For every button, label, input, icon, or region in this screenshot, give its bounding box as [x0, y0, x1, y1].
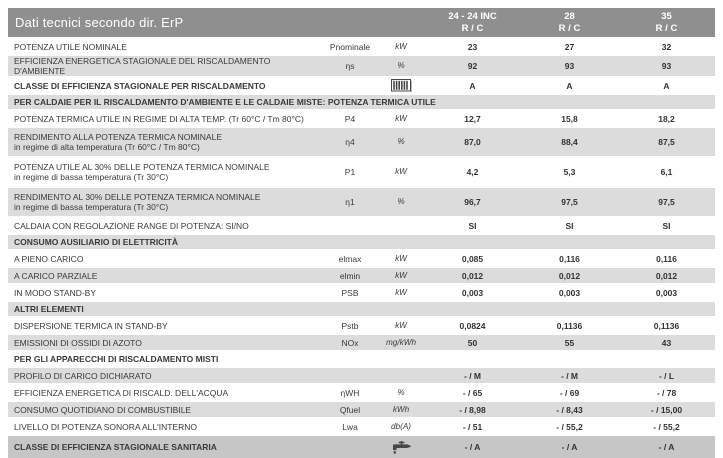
row-unit	[378, 422, 424, 432]
row-unit-text: kWh	[392, 404, 410, 414]
row-value-1: - / 51	[462, 421, 483, 432]
row-symbol: η4	[345, 137, 355, 147]
table-row	[8, 56, 715, 78]
row-label-cell	[8, 132, 322, 152]
section-label: PER GLI APPARECCHI DI RISCALDAMENTO MISTI	[14, 354, 219, 364]
section-label: ALTRI ELEMENTI	[14, 304, 84, 314]
row-value-1: - / A	[464, 442, 481, 452]
row-value-2: 55	[564, 337, 575, 348]
row-value-3: 0,116	[656, 253, 677, 264]
row-unit	[378, 254, 424, 264]
row-value-1: 50	[467, 337, 478, 348]
row-unit-text: kW	[395, 320, 407, 330]
row-value-1: SI	[468, 220, 477, 231]
row-symbol: elmax	[338, 253, 362, 264]
row-label-cell	[8, 221, 322, 231]
row-value-2: 27	[564, 41, 575, 52]
row-label: POTENZA TERMICA UTILE IN REGIME DI ALTA TEMP. (Tr 60°C / Tm 80°C)	[14, 113, 304, 124]
row-label-cell	[8, 254, 322, 264]
table-row	[8, 368, 715, 385]
row-unit-text: %	[397, 387, 405, 397]
row-unit-text: mg/kWh	[385, 337, 417, 347]
row-value-2: 0,003	[558, 287, 581, 298]
row-value-1: - / 65	[462, 387, 483, 398]
row-label-cell	[8, 288, 322, 298]
section-label-cell	[8, 304, 715, 314]
row-unit-text: kW	[395, 253, 407, 263]
row-value-3: SI	[662, 220, 671, 231]
row-value-1: 0,085	[461, 253, 484, 264]
row-value-1: 0,0824	[459, 320, 486, 331]
row-value-3: 93	[661, 61, 672, 71]
row-value-2: 15,8	[561, 113, 578, 124]
row-label-cell	[8, 321, 322, 331]
row-value-2: - / A	[561, 442, 578, 452]
table-body	[8, 39, 715, 458]
row-label: POTENZA UTILE AL 30% DELLE POTENZA TERMICA NOMINALE	[14, 162, 270, 172]
row-label: A PIENO CARICO	[14, 253, 84, 264]
row-value-2: 93	[564, 61, 575, 71]
row-label: EMISSIONI DI OSSIDI DI AZOTO	[14, 337, 142, 348]
row-unit-text: kW	[395, 113, 407, 123]
model-variant: R / C	[461, 22, 484, 34]
table-title: Dati tecnici secondo dir. ErP	[15, 15, 184, 30]
row-value-1: 87,0	[464, 137, 481, 147]
section-header-row	[8, 235, 715, 251]
row-unit	[378, 288, 424, 298]
table-row	[8, 218, 715, 235]
row-label-cell	[8, 371, 322, 381]
table-row	[8, 251, 715, 268]
row-value-3: 43	[661, 337, 672, 348]
row-value-1: 96,7	[464, 197, 481, 207]
row-label: A CARICO PARZIALE	[14, 270, 98, 281]
row-label: POTENZA UTILE NOMINALE	[14, 41, 127, 52]
row-label: RENDIMENTO ALLA POTENZA TERMICA NOMINALE	[14, 132, 222, 142]
section-label-cell	[8, 354, 715, 364]
row-value-1: - / 8,98	[459, 404, 486, 415]
model-variant: R / C	[655, 22, 678, 34]
row-label-cell	[8, 422, 322, 432]
row-sublabel: in regime di bassa temperatura (Tr 30°C)	[14, 202, 169, 212]
table-row	[8, 419, 715, 436]
row-value-2: - / 69	[559, 387, 580, 398]
row-label-cell	[8, 192, 322, 212]
row-unit	[378, 114, 424, 124]
row-value-3: 6,1	[660, 167, 673, 177]
column-header-model-28	[521, 11, 618, 35]
table-row	[8, 402, 715, 419]
row-value-2: 5,3	[563, 167, 576, 177]
table-row	[8, 436, 715, 458]
row-value-3: 18,2	[658, 113, 675, 124]
row-value-2: - / 8,43	[556, 404, 583, 415]
row-unit	[378, 405, 424, 415]
row-symbol: PSB	[341, 287, 359, 298]
row-unit	[378, 167, 424, 177]
row-value-3: - / 15,00	[650, 404, 683, 415]
table-row	[8, 39, 715, 56]
section-header-row	[8, 95, 715, 111]
model-variant: R / C	[558, 22, 581, 34]
row-label-cell	[8, 162, 322, 182]
row-symbol: η1	[345, 197, 355, 207]
row-unit	[378, 42, 424, 52]
row-value-2: 88,4	[561, 137, 578, 147]
row-label-cell	[8, 388, 322, 398]
row-unit-text: kW	[395, 41, 407, 51]
section-label: PER CALDAIE PER IL RISCALDAMENTO D'AMBIENTE E LE CALDAIE MISTE: POTENZA TERMICA UTILE	[14, 97, 436, 107]
row-symbol: P1	[344, 167, 356, 177]
row-value-3: 32	[661, 41, 672, 52]
row-value-3: - / A	[658, 442, 675, 452]
table-row	[8, 385, 715, 402]
row-value-3: 0,003	[655, 287, 678, 298]
tap-icon	[392, 441, 411, 454]
row-symbol: NOx	[341, 337, 359, 348]
section-label: CONSUMO AUSILIARIO DI ELETTRICITÀ	[14, 237, 179, 247]
row-symbol: Pstb	[341, 320, 359, 331]
model-name: 28	[564, 10, 575, 22]
row-label: EFFICIENZA ENERGETICA STAGIONALE DEL RISCALDAMENTO D'AMBIENTE	[14, 56, 271, 76]
table-row	[8, 268, 715, 285]
row-value-2: SI	[565, 220, 574, 231]
row-value-1: 12,7	[464, 113, 481, 124]
row-sublabel: in regime di bassa temperatura (Tr 30°C)	[14, 172, 169, 182]
section-label-cell	[8, 237, 715, 247]
row-label: DISPERSIONE TERMICA IN STAND-BY	[14, 320, 168, 331]
table-row	[8, 335, 715, 352]
row-sublabel: in regime di alta temperatura (Tr 60°C / Tm 80°C)	[14, 142, 200, 152]
row-value-3: 0,012	[655, 270, 678, 281]
row-symbol: Pnominale	[329, 41, 371, 52]
radiator-icon	[391, 79, 412, 92]
row-value-3: 87,5	[658, 137, 675, 147]
row-unit	[378, 79, 424, 92]
row-label-cell	[8, 56, 322, 76]
row-label-cell	[8, 114, 322, 124]
row-value-3: - / 55,2	[653, 421, 680, 432]
row-label-cell	[8, 442, 322, 452]
column-header-model-24	[424, 11, 521, 35]
table-header	[8, 8, 715, 39]
row-value-2: 0,012	[558, 270, 581, 281]
row-value-1: 4,2	[466, 167, 479, 177]
row-label-cell	[8, 81, 322, 91]
row-symbol: Lwa	[342, 421, 358, 432]
row-value-2: - / M	[561, 370, 578, 381]
row-label: CLASSE DI EFFICIENZA STAGIONALE SANITARIA	[14, 442, 217, 452]
row-value-3: - / L	[658, 370, 675, 381]
row-label: LIVELLO DI POTENZA SONORA ALL'INTERNO	[14, 421, 198, 432]
row-label: PROFILO DI CARICO DICHIARATO	[14, 370, 152, 381]
row-symbol: Qfuel	[339, 404, 361, 415]
section-label-cell	[8, 97, 715, 107]
row-value-3: A	[663, 80, 670, 91]
column-header-model-35	[618, 11, 715, 35]
row-unit-text: kW	[395, 270, 407, 280]
row-value-1: A	[469, 80, 476, 91]
row-value-2: 0,1136	[556, 320, 583, 331]
row-symbol: elmin	[339, 270, 361, 281]
row-label: RENDIMENTO AL 30% DELLE POTENZA TERMICA NOMINALE	[14, 192, 261, 202]
row-unit	[378, 137, 424, 147]
section-header-row	[8, 352, 715, 368]
row-unit-text: %	[397, 61, 405, 70]
row-label-cell	[8, 338, 322, 348]
row-label: CLASSE DI EFFICIENZA STAGIONALE PER RISCALDAMENTO	[14, 80, 266, 91]
table-row	[8, 188, 715, 218]
row-unit	[378, 441, 424, 454]
row-unit-text: %	[397, 137, 405, 146]
row-symbol: P4	[344, 113, 356, 124]
row-label: EFFICIENZA ENERGETICA DI RISCALD. DELL'ACQUA	[14, 387, 229, 398]
row-unit	[378, 338, 424, 348]
row-unit	[378, 197, 424, 207]
row-label-cell	[8, 42, 322, 52]
row-unit	[378, 61, 424, 71]
row-unit-text: db(A)	[390, 421, 412, 431]
row-value-2: - / 55,2	[556, 421, 583, 432]
row-label-cell	[8, 405, 322, 415]
row-unit	[378, 388, 424, 398]
row-value-2: 97,5	[561, 197, 578, 207]
row-value-2: A	[566, 80, 573, 91]
row-unit	[378, 321, 424, 331]
erp-technical-data-table	[8, 8, 715, 458]
row-value-1: 23	[467, 41, 478, 52]
row-value-1: - / M	[464, 370, 481, 381]
table-row	[8, 285, 715, 302]
row-unit-text: kW	[395, 167, 407, 176]
row-label-cell	[8, 271, 322, 281]
row-value-1: 0,012	[461, 270, 484, 281]
row-symbol: ηs	[345, 61, 355, 71]
table-row	[8, 128, 715, 158]
row-label: IN MODO STAND-BY	[14, 287, 97, 298]
row-value-2: 0,116	[559, 253, 580, 264]
row-unit-text: kW	[395, 287, 407, 297]
row-symbol: ηWH	[340, 387, 360, 398]
row-label: CALDAIA CON REGOLAZIONE RANGE DI POTENZA: SI/NO	[14, 220, 249, 231]
model-name: 24 - 24 INC	[448, 10, 497, 22]
table-row	[8, 78, 715, 95]
row-value-3: 97,5	[658, 197, 675, 207]
row-value-3: 0,1136	[653, 320, 680, 331]
section-header-row	[8, 302, 715, 318]
row-value-1: 92	[467, 61, 478, 71]
table-row	[8, 158, 715, 188]
table-row	[8, 111, 715, 128]
model-name: 35	[661, 10, 672, 22]
table-row	[8, 318, 715, 335]
row-value-1: 0,003	[461, 287, 484, 298]
row-unit	[378, 271, 424, 281]
row-label: CONSUMO QUOTIDIANO DI COMBUSTIBILE	[14, 404, 192, 415]
row-unit-text: %	[397, 197, 405, 206]
row-value-3: - / 78	[656, 387, 677, 398]
